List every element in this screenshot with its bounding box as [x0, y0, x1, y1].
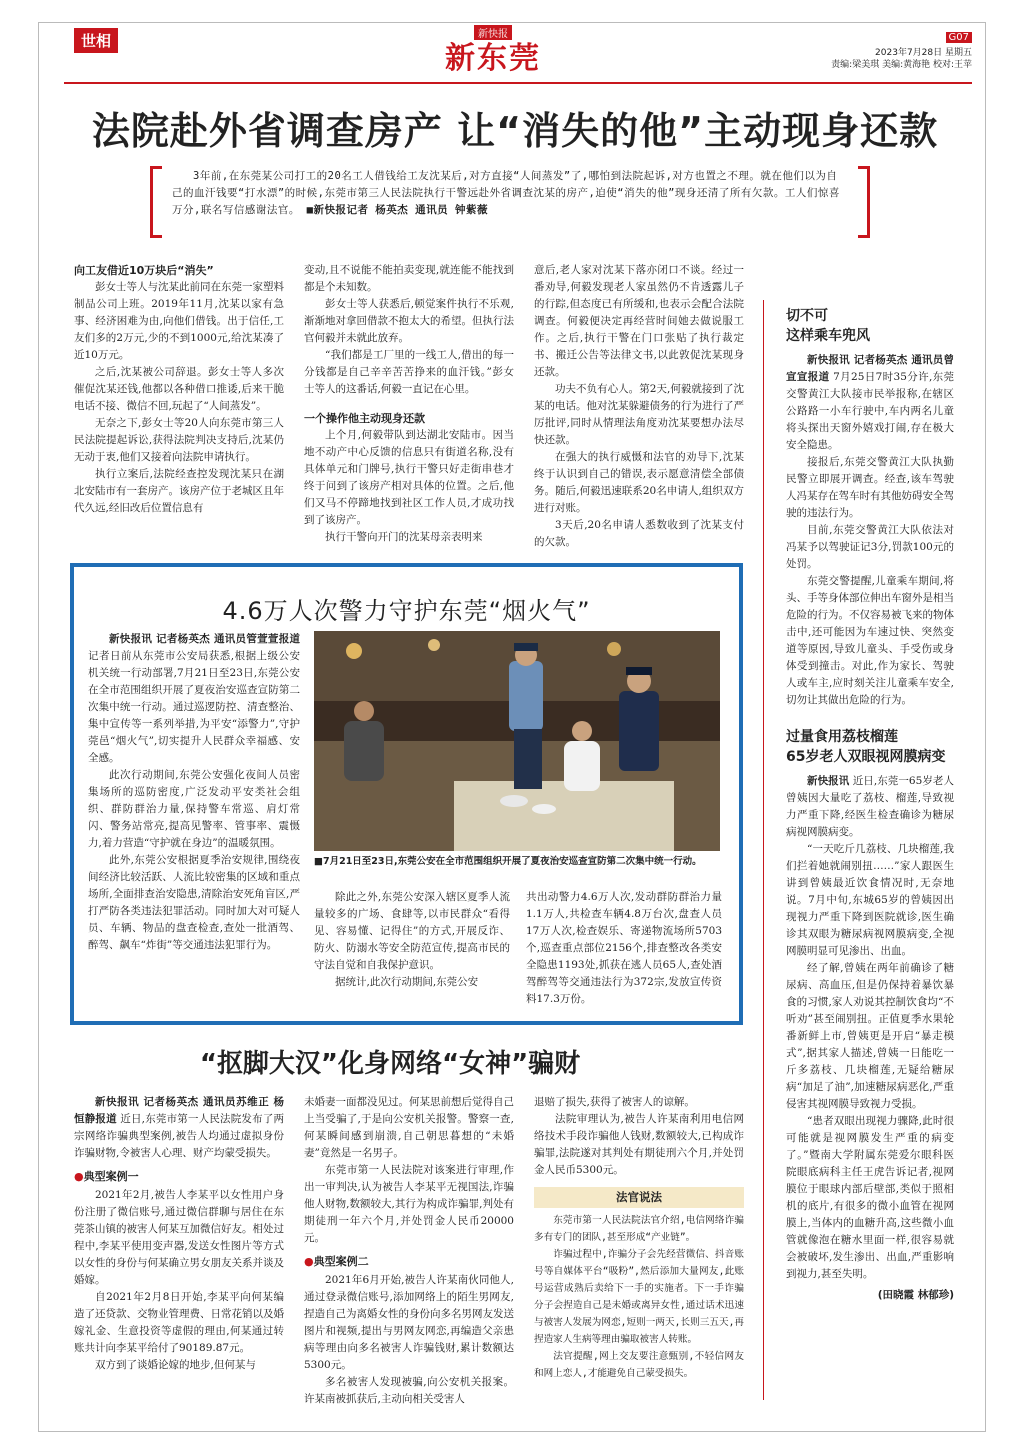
article1-lead-box	[150, 166, 870, 238]
article1-lead	[172, 168, 848, 219]
sidebar-story2-title-line2: 65岁老人双眼视网膜病变	[786, 749, 946, 765]
paragraph: 自2021年2月8日开始,李某平向何某编造了还贷款、交物业管理费、日常花销以及婚嫁礼金、生意投资等虚假的理由,何某通过转账共计向李某平给付了90189.87元。	[74, 1291, 284, 1354]
paragraph: 在强大的执行威慑和法官的劝导下,沈某终于认识到自己的错误,表示愿意清偿全部债务。随后,何毅迅速联系20名申请人,组织双方进行对账。	[534, 451, 744, 514]
paragraph: 3天后,20名申请人悉数收到了沈某支付的欠款。	[534, 519, 744, 548]
bullet-icon: ●	[74, 1170, 84, 1183]
paragraph: 除此之外,东莞公安深入辖区夏季人流量较多的广场、食肆等,以市民群众“看得见、容易懂、记得住”的方式,开展反诈、防火、防溺水等安全防范宣传,提高市民的守法自觉和自我保护意识。	[314, 891, 510, 971]
paragraph: 东莞市第一人民法院对该案进行审理,作出一审判决,认为被告人李某平无视国法,诈骗他人财物,数额较大,其行为构成诈骗罪,判处有期徒刑一年六个月,并处罚金人民币20000元。	[304, 1164, 514, 1244]
sidebar-story2-sign: (田晓霞 林郁珍)	[877, 1289, 954, 1301]
sidebar-story1-lead: 新快报讯 记者杨英杰 通讯员曾宣宣报道	[786, 354, 954, 383]
sidebar-story2-lead: 新快报讯	[807, 775, 850, 787]
article3-lead: 新快报讯 记者杨英杰 通讯员苏维正 杨恒静报道	[74, 1096, 284, 1125]
paragraph: 目前,东莞交警黄江大队依法对冯某予以驾驶证记3分,罚款100元的处罚。	[786, 524, 954, 570]
police-photo	[314, 631, 720, 851]
dateline	[831, 47, 972, 71]
paragraph: 多名被害人发现被骗,向公安机关报案。许某南被抓获后,主动向相关受害人	[304, 1376, 514, 1405]
article3-col2	[304, 1094, 514, 1408]
paragraph: 接报后,东莞交警黄江大队执勤民警立即展开调查。经查,该车驾驶人冯某存在驾车时有其他妨碍安全驾驶的违法行为。	[786, 456, 954, 519]
article1-col2	[304, 262, 514, 546]
box-lead: 新快报讯 记者杨英杰 通讯员管萱萱报道	[109, 633, 300, 645]
paragraph: 功夫不负有心人。第2天,何毅就接到了沈某的电话。他对沈某躲避债务的行为进行了严厉批评,同时从情理法角度劝沈某要想办法尽快还款。	[534, 383, 744, 446]
article1-subhead2: 一个操作他主动现身还款	[304, 412, 425, 425]
photo-caption: ■7月21日至23日,东莞公安在全市范围组织开展了夏夜治安巡查宣防第二次集中统一行动。	[314, 856, 702, 867]
sidebar-story2-title-line1: 过量食用荔枝榴莲	[786, 729, 898, 745]
judge-says-text	[534, 1212, 744, 1382]
paragraph: 法官提醒,网上交友要注意甄别,不轻信网友和网上恋人,才能避免自己蒙受损失。	[534, 1351, 744, 1379]
paragraph: “一天吃斤几荔枝、几块榴莲,我们拦着她就闹别扭……”家人跟医生讲到曾姨最近饮食情况时,无奈地说。7月中旬,东城65岁的曾姨因出现视力严重下降到医院就诊,医生确诊其双眼为糖尿病视网膜病变,全视网膜明显可见渗出、出血。	[786, 843, 954, 957]
paragraph: 执行干警向开门的沈某母亲表明来	[325, 531, 483, 543]
paragraph: 共出动警力4.6万人次,发动群防群治力量1.1万人,共检查车辆4.8万台次,盘查人员17万人次,检查娱乐、寄递物流场所5703个,巡查重点部位2156个,排查整改各类安全隐患1193处,抓获在逃人员65人,查处酒驾醉驾等交通违法行为372宗,发放宣传资料17.3万份。	[526, 891, 722, 1005]
article3-col3	[534, 1094, 744, 1382]
case1-heading	[74, 1168, 284, 1185]
paragraph: 此外,东莞公安根据夏季治安规律,围绕夜间经济比较活跃、人流比较密集的区域和重点场所,全面排查治安隐患,清除治安死角盲区,严打严防各类违法犯罪活动。同时加大对可疑人员、车辆、物品的盘查检查,查处一批酒驾、醉驾、飙车“炸街”等交通违法犯罪行为。	[88, 854, 300, 951]
paragraph: 2021年2月,被告人李某平以女性用户身份注册了微信账号,通过微信群聊与居住在东莞茶山镇的被害人何某互加微信好友。相处过程中,李某平使用变声器,发送女性图片等方式以女性的身份与何某确立男女朋友关系并谈及婚嫁。	[74, 1189, 284, 1286]
article1-headline: 法院赴外省调查房产 让“消失的他”主动现身还款	[91, 109, 939, 153]
box-title: 4.6万人次警力守护东莞“烟火气”	[222, 597, 591, 625]
paragraph: “患者双眼出现视力骤降,此时很可能就是视网膜发生严重的病变了。”暨南大学附属东莞爱尔眼科医院眼底病科主任王虎告诉记者,视网膜位于眼球内部后壁部,类似于照相机的底片,有很多的微小血管在视网膜上,当体内的血糖升高,这些微小血管就像泡在糖水里面一样,很容易就会被破坏,发生渗出、出血,严重影响到视力,甚至失明。	[786, 1115, 954, 1280]
paragraph: “我们都是工厂里的一线工人,借出的每一分钱都是自己辛辛苦苦挣来的血汗钱。”彭女士等人的这番话,何毅一直记在心里。	[304, 349, 514, 395]
paragraph: 之后,沈某被公司辞退。彭女士等人多次催促沈某还钱,他都以各种借口推诿,后来干脆电话不接、微信不回,玩起了“人间蒸发”。	[74, 366, 284, 412]
paragraph: 执行立案后,法院经查控发现沈某只在湖北安陆市有一套房产。该房产位于老城区且年代久远,经旧改后位置信息有	[74, 468, 284, 514]
article1-byline: ■新快报记者 杨英杰 通讯员 钟紫薇	[306, 204, 488, 216]
editors-text: 责编:梁美琪 美编:黄海艳 校对:王苹	[831, 60, 972, 70]
sidebar-story1-title-line2: 这样乘车兜风	[786, 328, 870, 344]
date-text: 2023年7月28日 星期五	[875, 48, 972, 58]
box-col3	[526, 889, 722, 1008]
article1-col3	[534, 262, 744, 551]
paragraph: 法院审理认为,被告人许某南利用电信网络技术手段诈骗他人钱财,数额较大,已构成诈骗罪,法院遂对其判处有期徒刑六个月,并处罚金人民币5300元。	[534, 1113, 744, 1176]
paragraph: 双方到了谈婚论嫁的地步,但何某与	[95, 1359, 256, 1371]
paragraph: 据统计,此次行动期间,东莞公安	[335, 976, 479, 988]
paragraph: 记者日前从东莞市公安局获悉,根据上级公安机关统一行动部署,7月21日至23日,东莞公安在全市范围组织开展了夏夜治安巡查宣防第二次集中统一行动。通过巡逻防控、清查整治、集中宣传等一系列举措,为平安“添警力”,守护莞邑“烟火气”,切实提升人民群众幸福感、安全感。	[88, 650, 300, 764]
article3-headline: “抠脚大汉”化身网络“女神”骗财	[199, 1049, 581, 1079]
box-col1	[88, 631, 300, 954]
paragraph: 彭女士等人与沈某此前同在东莞一家塑料制品公司上班。2019年11月,沈某以家有急事、经济困难为由,向他们借钱。出于信任,工友们多的2万元,少的不到1000元,给沈某凑了近10万元。	[74, 281, 284, 361]
paragraph: 变动,且不说能不能拍卖变现,就连能不能找到都是个未知数。	[304, 264, 514, 293]
lead-bracket-right	[858, 166, 870, 238]
logo-small-text: 新快报	[474, 25, 512, 40]
case1-heading-text: 典型案例一	[83, 1170, 139, 1183]
section-tag: 世相	[74, 28, 118, 53]
article1-subhead1: 向工友借近10万块后“消失”	[74, 264, 214, 277]
paragraph: 经了解,曾姨在两年前确诊了糖尿病、高血压,但是仍保持着暴饮暴食的习惯,家人劝说其控制饮食均“不听劝”甚至闹别扭。正值夏季水果轮番新鲜上市,曾姨更是开启“暴走模式”,据其家人描述,曾姨一日能吃一斤多荔枝、几块榴莲,无疑给糖尿病“加足了油”,加速糖尿病恶化,严重侵害其视网膜导致视力受损。	[786, 962, 954, 1110]
masthead-logo	[445, 22, 541, 77]
paragraph: 2021年6月开始,被告人许某南伙同他人,通过登录微信账号,添加网络上的陌生男网友,捏造自己为离婚女性的身份向多名男网友发送图片和视频,提出与男网友网恋,再编造父亲患病等理由向多名被害人诈骗钱财,累计数额达5300元。	[304, 1274, 514, 1371]
sidebar-story1-title-line1: 切不可	[786, 308, 828, 324]
photo-illustration	[314, 631, 720, 851]
masthead-rule	[64, 82, 972, 84]
paragraph: 近日,东莞一65岁老人曾姨因大量吃了荔枝、榴莲,导致视力严重下降,经医生检查确诊为糖尿病视网膜病变。	[786, 775, 954, 838]
sidebar-divider	[763, 300, 764, 1400]
judge-says-title: 法官说法	[534, 1187, 744, 1208]
paragraph: 退赔了损失,获得了被害人的谅解。	[534, 1096, 695, 1108]
lead-text: 3年前,在东莞某公司打工的20名工人借钱给工友沈某后,对方直接“人间蒸发”了,哪怕到法院起诉,对方也置之不理。就在他们以为自己的血汗钱要“打水漂”的时候,东莞市第三人民法院执行干警远赴外省调查沈某的房产,迫使“消失的他”现身还清了所有欠款。工人们惊喜万分,联名写信感谢法官。	[172, 170, 840, 216]
paragraph: 东莞市第一人民法院法官介绍,电信网络诈骗多有专门的团队,甚至形成“产业链”。	[534, 1215, 744, 1243]
paragraph: 诈骗过程中,诈骗分子会先经营微信、抖音账号等自媒体平台“吸粉”,然后添加大量网友,此账号运营成熟后卖给下一手的实施者。下一手诈骗分子会捏造自己是未婚或离异女性,通过话术迅速与被害人发展为网恋,短则一两天,长则三五天,再捏造家人生病等理由骗取被害人转账。	[534, 1249, 744, 1345]
box-col2	[314, 889, 510, 991]
logo-title: 新东莞	[445, 41, 541, 76]
paragraph: 此次行动期间,东莞公安强化夜间人员密集场所的巡防密度,广泛发动平安类社会组织、群防群治力量,保持警车常巡、肩灯常闪、警务站常亮,提高见警率、管事率、震慑力,着力营造“守护就在身边”的温暖氛围。	[88, 769, 300, 849]
paragraph: 彭女士等人获悉后,顿觉案件执行不乐观,渐渐地对拿回借款不抱太大的希望。但执行法官何毅并未就此放弃。	[304, 298, 514, 344]
paragraph: 意后,老人家对沈某下落亦闭口不谈。经过一番劝导,何毅发现老人家虽然仍不肯透露儿子的行踪,但态度已有所缓和,也表示会配合法院调查。何毅便决定再经营时间她去做说服工作。之后,执行干警在门口张贴了执行裁定书、搬迁公告等法律文书,以此敦促沈某现身还款。	[534, 264, 744, 378]
case2-heading	[304, 1253, 514, 1270]
bullet-icon: ●	[304, 1255, 314, 1268]
paragraph: 未婚妻一面都没见过。何某思前想后觉得自己上当受骗了,于是向公安机关报警。警察一查,何某瞬间感到崩溃,自己朝思暮想的“未婚妻”竟然是一名男子。	[304, 1096, 514, 1159]
paragraph: 上个月,何毅带队到达湖北安陆市。因当地不动产中心反馈的信息只有街道名称,没有具体单元和门牌号,执行干警只好走街串巷才终于问到了该房产相对具体的位置。之后,他们又马不停蹄地找到社区工作人员,才成功找到了该房产。	[304, 429, 514, 526]
paragraph: 无奈之下,彭女士等20人向东莞市第三人民法院提起诉讼,获得法院判决支持后,沈某仍无动于衷,他们又接着向法院申请执行。	[74, 417, 284, 463]
case2-heading-text: 典型案例二	[313, 1255, 369, 1268]
page-number: G07	[946, 32, 972, 43]
sidebar	[786, 306, 954, 1304]
paragraph: 近日,东莞市第一人民法院发布了两宗网络诈骗典型案例,被告人均通过虚拟身份诈骗财物,令被害人心理、财产均蒙受损失。	[74, 1113, 284, 1159]
police-feature-box	[70, 563, 743, 1025]
paragraph: 7月25日7时35分许,东莞交警黄江大队接市民举报称,在辖区公路路一小车行驶中,车内两名儿童将头探出天窗外嬉戏打闹,存在极大安全隐患。	[786, 371, 955, 451]
lead-bracket-left	[150, 166, 162, 238]
article3-col1	[74, 1094, 284, 1374]
article1-col1	[74, 262, 284, 517]
paragraph: 东莞交警提醒,儿童乘车期间,将头、手等身体部位伸出车窗外是相当危险的行为。不仅容易被飞来的物体击中,还可能因为车速过快、突然变道等原因,导致儿童头、手受伤或身体受到撞击。对此,作为家长、驾驶人或车主,应时刻关注儿童乘车安全,切勿让其做出危险的行为。	[786, 575, 954, 706]
